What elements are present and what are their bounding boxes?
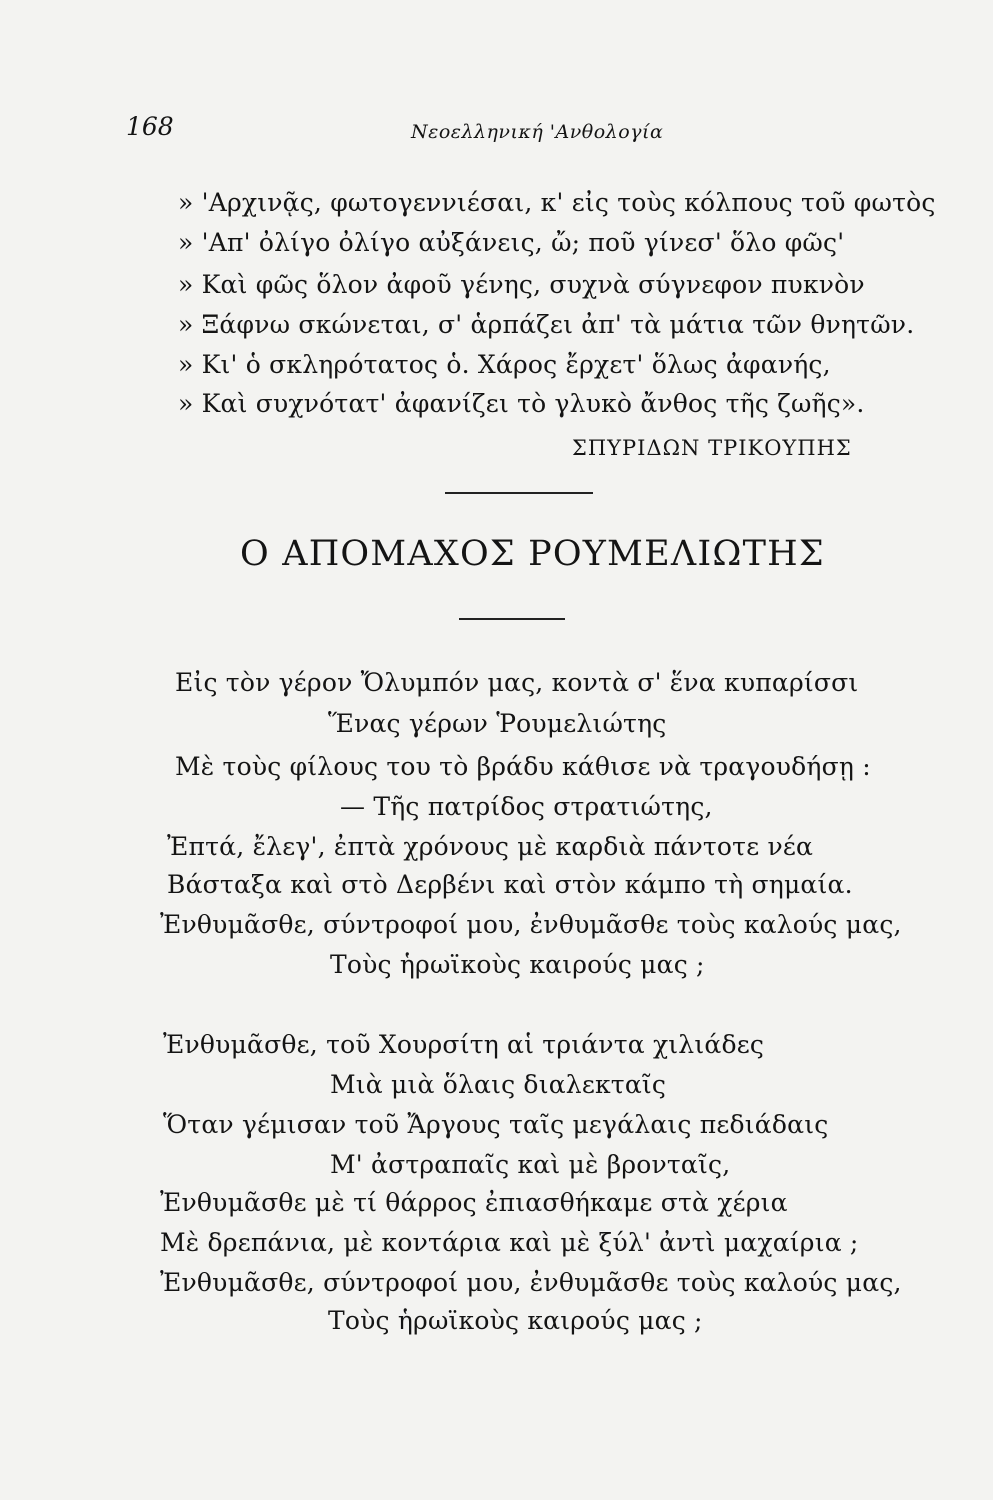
verse-line: » Κι' ὁ σκληρότατος ὁ. Χάρος ἔρχετ' ὅλως ἀφανής, bbox=[178, 350, 831, 379]
verse-line: Ὅταν γέμισαν τοῦ Ἄργους ταῖς μεγάλαις πεδιάδαις bbox=[163, 1110, 829, 1139]
verse-line: » Καὶ συχνότατ' ἀφανίζει τὸ γλυκὸ ἄνθος τῆς ζωῆς». bbox=[178, 389, 865, 418]
verse-line: Τοὺς ἡρωϊκοὺς καιρούς μας ; bbox=[330, 950, 705, 979]
verse-line: » 'Αρχινᾷς, φωτογεννιέσαι, κ' εἰς τοὺς κόλπους τοῦ φωτὸς bbox=[178, 188, 936, 217]
verse-line: Μιὰ μιὰ ὅλαις διαλεκταῖς bbox=[330, 1070, 667, 1099]
running-title: Νεοελληνική 'Ανθολογία bbox=[411, 121, 664, 143]
verse-line: Εἰς τὸν γέρον Ὄλυμπόν μας, κοντὰ σ' ἕνα κυπαρίσσι bbox=[175, 668, 859, 697]
title-underline bbox=[459, 618, 565, 620]
verse-line: Τοὺς ἡρωϊκοὺς καιρούς μας ; bbox=[328, 1306, 703, 1335]
verse-line: » Καὶ φῶς ὅλον ἀφοῦ γένης, συχνὰ σύγνεφον πυκνὸν bbox=[178, 270, 865, 299]
verse-line: Ἕνας γέρων Ῥουμελιώτης bbox=[328, 709, 667, 738]
verse-line: Ἐνθυμᾶσθε, σύντροφοί μου, ἐνθυμᾶσθε τοὺς καλούς μας, bbox=[160, 1268, 902, 1297]
verse-line: Μὲ δρεπάνια, μὲ κοντάρια καὶ μὲ ξύλ' ἀντὶ μαχαίρια ; bbox=[160, 1228, 859, 1257]
verse-line: — Τῆς πατρίδος στρατιώτης, bbox=[340, 792, 713, 821]
verse-line: » Ξάφνω σκώνεται, σ' ἁρπάζει ἀπ' τὰ μάτια τῶν θνητῶν. bbox=[178, 310, 915, 339]
verse-line: » 'Απ' ὀλίγο ὀλίγο αὐξάνεις, ὤ; ποῦ γίνεσ' ὅλο φῶς' bbox=[178, 228, 845, 257]
verse-line: Ἐνθυμᾶσθε, τοῦ Χουρσίτη αἱ τριάντα χιλιάδες bbox=[163, 1030, 765, 1059]
verse-line: Ἐνθυμᾶσθε μὲ τί θάρρος ἐπιασθήκαμε στὰ χέρια bbox=[160, 1188, 788, 1217]
author-signature: ΣΠΥΡΙΔΩΝ ΤΡΙΚΟΥΠΗΣ bbox=[572, 436, 852, 460]
page-number: 168 bbox=[126, 112, 174, 141]
verse-line: Μὲ τοὺς φίλους του τὸ βράδυ κάθισε νὰ τραγουδήσῃ : bbox=[175, 752, 871, 781]
verse-line: Βάσταξα καὶ στὸ Δερβένι καὶ στὸν κάμπο τὴ σημαία. bbox=[167, 870, 853, 899]
poem-title: Ο ΑΠΟΜΑΧΟΣ ΡΟΥΜΕΛΙΩΤΗΣ bbox=[240, 534, 825, 574]
verse-line: Ἐνθυμᾶσθε, σύντροφοί μου, ἐνθυμᾶσθε τοὺς καλούς μας, bbox=[160, 910, 902, 939]
verse-line: Ἐπτά, ἔλεγ', ἐπτὰ χρόνους μὲ καρδιὰ πάντοτε νέα bbox=[167, 832, 814, 861]
verse-line: Μ' ἀστραπαῖς καὶ μὲ βρονταῖς, bbox=[330, 1150, 731, 1179]
section-divider bbox=[445, 492, 593, 494]
